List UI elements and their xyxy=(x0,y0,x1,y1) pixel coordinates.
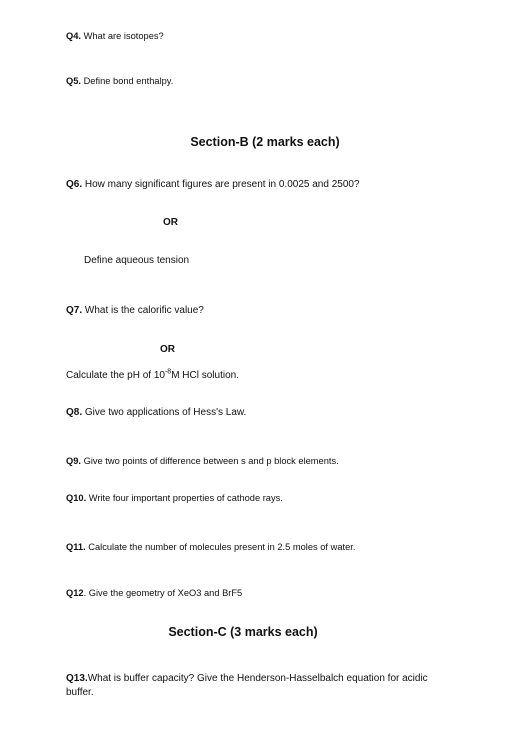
question-6 xyxy=(66,179,360,190)
question-7 xyxy=(66,305,204,316)
question-number: Q8. xyxy=(66,407,83,418)
question-5 xyxy=(66,76,173,86)
question-8 xyxy=(66,407,246,418)
question-number: Q4. xyxy=(66,31,81,41)
question-7-alternative xyxy=(66,370,239,381)
or-divider: OR xyxy=(163,217,178,228)
section-b-heading: Section-B (2 marks each) xyxy=(190,135,340,149)
question-number: Q11. xyxy=(66,542,86,552)
question-text: Write four important properties of cathode rays. xyxy=(86,493,283,503)
question-text: How many significant figures are present in 0.0025 and 2500? xyxy=(82,179,360,190)
question-6-alternative: Define aqueous tension xyxy=(84,255,190,266)
question-number: Q13. xyxy=(66,673,88,684)
question-11 xyxy=(66,542,355,552)
question-4 xyxy=(66,31,164,41)
section-c-heading: Section-C (3 marks each) xyxy=(168,625,318,639)
question-text: What is the calorific value? xyxy=(82,305,204,316)
question-text: Define bond enthalpy. xyxy=(81,76,174,86)
question-text: Calculate the number of molecules present in 2.5 moles of water. xyxy=(85,542,356,552)
or-divider: OR xyxy=(160,344,175,355)
question-text: Give two applications of Hess's Law. xyxy=(82,407,247,418)
question-number: Q10. xyxy=(66,493,87,503)
question-number: Q5. xyxy=(66,76,81,86)
question-9 xyxy=(66,456,339,466)
question-13 xyxy=(66,672,456,700)
question-text: Give two points of difference between s and p block elements. xyxy=(81,456,339,466)
question-number: Q9. xyxy=(66,456,81,466)
exponent: -8 xyxy=(164,368,172,376)
question-number: Q7. xyxy=(66,305,83,316)
question-12 xyxy=(66,588,242,598)
question-number: Q12 xyxy=(66,588,84,598)
question-text: . Give the geometry of XeO3 and BrF5 xyxy=(83,588,243,598)
alt-text-end: M HCl solution. xyxy=(171,370,239,381)
alt-text-start: Calculate the pH of 10 xyxy=(66,370,165,381)
question-10 xyxy=(66,493,283,503)
question-number: Q6. xyxy=(66,179,83,190)
question-text: What is buffer capacity? Give the Henderson-Hasselbalch equation for acidic buffer. xyxy=(66,673,428,698)
question-text: What are isotopes? xyxy=(81,31,164,41)
